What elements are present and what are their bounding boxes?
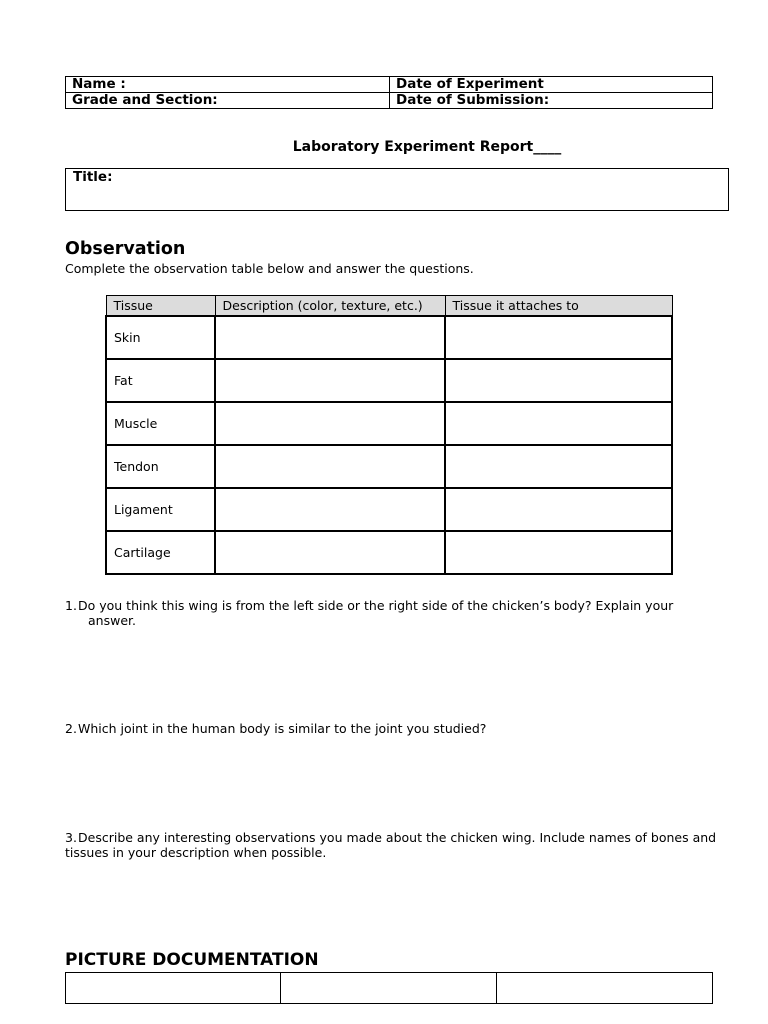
description-cell[interactable] bbox=[215, 445, 445, 488]
description-cell[interactable] bbox=[215, 402, 445, 445]
tissue-cell: Cartilage bbox=[106, 531, 215, 574]
question-3 bbox=[65, 830, 725, 860]
description-cell[interactable] bbox=[215, 488, 445, 531]
table-row bbox=[106, 316, 672, 359]
observation-heading: Observation bbox=[65, 239, 186, 259]
attaches-to-cell[interactable] bbox=[445, 359, 672, 402]
attaches-to-cell[interactable] bbox=[445, 402, 672, 445]
attaches-to-cell[interactable] bbox=[445, 488, 672, 531]
attaches-to-cell[interactable] bbox=[445, 445, 672, 488]
date-of-submission-field[interactable]: Date of Submission: bbox=[390, 93, 713, 109]
description-cell[interactable] bbox=[215, 316, 445, 359]
table-row bbox=[106, 488, 672, 531]
question-2 bbox=[65, 721, 486, 736]
table-row bbox=[106, 445, 672, 488]
question-2-text: Which joint in the human body is similar to the joint you studied? bbox=[78, 721, 487, 736]
observation-instruction: Complete the observation table below and answer the questions. bbox=[65, 261, 474, 276]
table-row bbox=[106, 531, 672, 574]
tissue-cell: Ligament bbox=[106, 488, 215, 531]
picture-documentation-heading: PICTURE DOCUMENTATION bbox=[65, 950, 319, 970]
date-of-experiment-field[interactable]: Date of Experiment bbox=[390, 77, 713, 93]
question-1-number: 1. bbox=[65, 598, 77, 613]
report-title: Laboratory Experiment Report____ bbox=[292, 139, 562, 155]
grade-section-field[interactable]: Grade and Section: bbox=[66, 93, 390, 109]
picture-cell[interactable] bbox=[496, 973, 712, 1004]
question-1 bbox=[65, 598, 705, 613]
question-2-number: 2. bbox=[65, 721, 77, 736]
attaches-to-cell[interactable] bbox=[445, 531, 672, 574]
question-3-number: 3. bbox=[65, 830, 77, 845]
table-header-row bbox=[106, 296, 672, 317]
description-cell[interactable] bbox=[215, 531, 445, 574]
title-label: Title: bbox=[73, 169, 113, 185]
column-header-attaches-to: Tissue it attaches to bbox=[445, 296, 672, 317]
column-header-description: Description (color, texture, etc.) bbox=[215, 296, 445, 317]
picture-cell[interactable] bbox=[281, 973, 496, 1004]
observation-table bbox=[105, 295, 673, 575]
table-row bbox=[106, 359, 672, 402]
question-3-text: Describe any interesting observations you made about the chicken wing. Include names of bones and tissues in your description when possible. bbox=[65, 830, 717, 860]
tissue-cell: Muscle bbox=[106, 402, 215, 445]
description-cell[interactable] bbox=[215, 359, 445, 402]
question-1-text: Do you think this wing is from the left side or the right side of the chicken’s body? Explain your bbox=[78, 598, 674, 613]
table-row bbox=[106, 402, 672, 445]
header-info-table bbox=[65, 76, 713, 109]
column-header-tissue: Tissue bbox=[106, 296, 215, 317]
attaches-to-cell[interactable] bbox=[445, 316, 672, 359]
tissue-cell: Tendon bbox=[106, 445, 215, 488]
picture-cell[interactable] bbox=[66, 973, 281, 1004]
tissue-cell: Skin bbox=[106, 316, 215, 359]
question-1-text-continued: answer. bbox=[88, 613, 136, 628]
picture-documentation-table bbox=[65, 972, 713, 1004]
name-field[interactable]: Name : bbox=[66, 77, 390, 93]
title-box[interactable] bbox=[65, 168, 729, 211]
tissue-cell: Fat bbox=[106, 359, 215, 402]
table-row bbox=[66, 973, 713, 1004]
